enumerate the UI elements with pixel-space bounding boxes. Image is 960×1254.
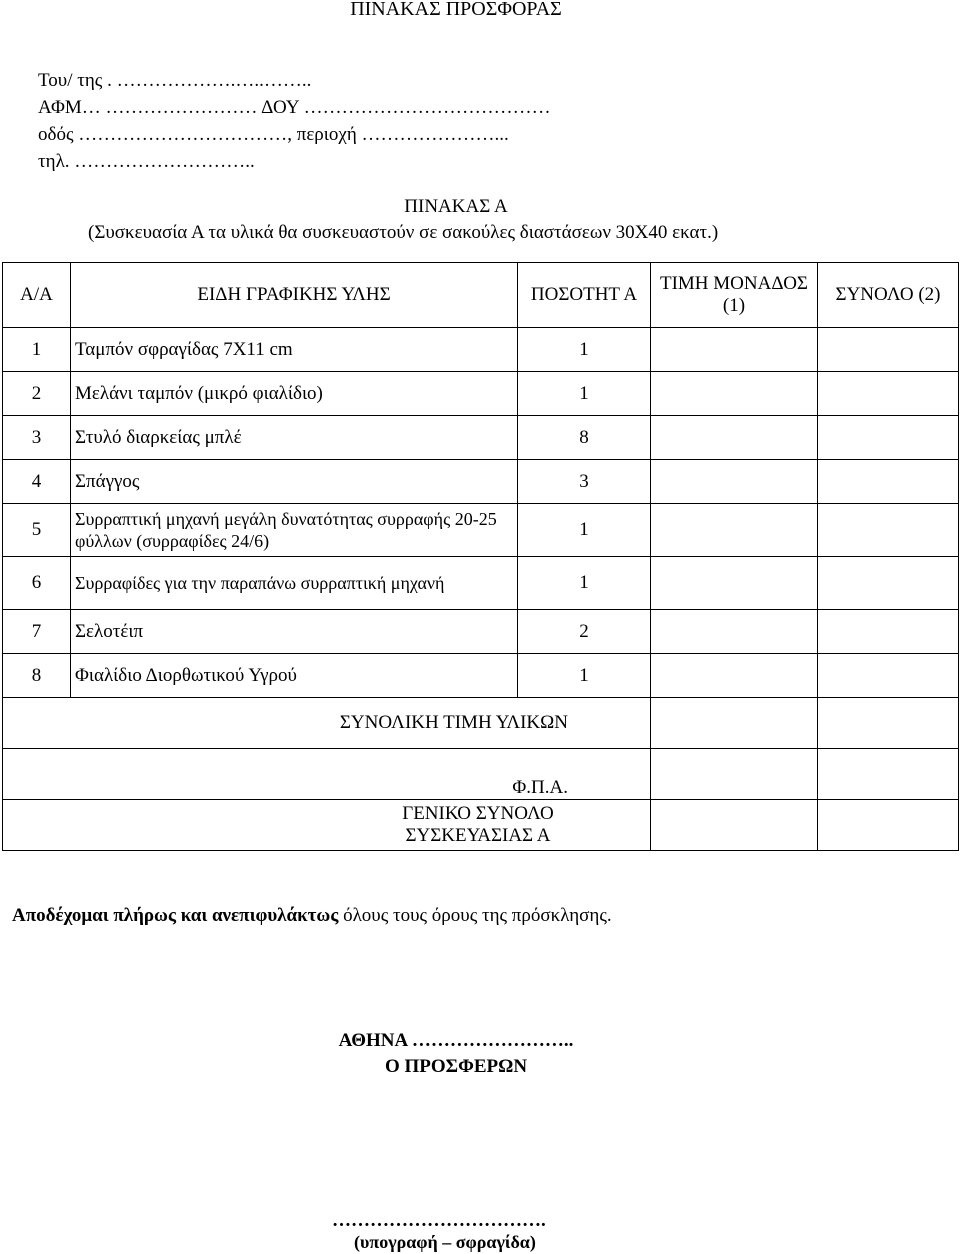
row-total[interactable]	[818, 372, 959, 416]
header-item: ΕΙΔΗ ΓΡΑΦΙΚΗΣ ΥΛΗΣ	[71, 263, 518, 328]
header-index: Α/Α	[3, 263, 71, 328]
header-total: ΣΥΝΟΛΟ (2)	[818, 263, 959, 328]
summary-vat-total[interactable]	[818, 749, 959, 800]
row-total[interactable]	[818, 328, 959, 372]
row-total[interactable]	[818, 416, 959, 460]
row-unit-price[interactable]	[651, 610, 818, 654]
city-date-line: ΑΘΗΝΑ ……………………..	[338, 1030, 574, 1051]
table-row	[3, 460, 959, 504]
row-quantity: 1	[518, 372, 651, 416]
row-total[interactable]	[818, 610, 959, 654]
row-quantity: 2	[518, 610, 651, 654]
row-unit-price[interactable]	[651, 372, 818, 416]
summary-row-vat	[3, 749, 959, 800]
row-index: 3	[3, 416, 71, 460]
offerer-label: Ο ΠΡΟΣΦΕΡΩΝ	[384, 1056, 528, 1077]
row-index: 8	[3, 654, 71, 698]
row-item: Σπάγγος	[71, 460, 518, 504]
signature-label: (υπογραφή – σφραγίδα)	[354, 1232, 536, 1252]
row-index: 1	[3, 328, 71, 372]
summary-materials-price[interactable]	[651, 698, 818, 749]
row-quantity: 1	[518, 328, 651, 372]
row-quantity: 3	[518, 460, 651, 504]
row-item: Στυλό διαρκείας μπλέ	[71, 416, 518, 460]
table-title: ΠΙΝΑΚΑΣ Α	[404, 196, 508, 217]
table-row	[3, 416, 959, 460]
row-unit-price[interactable]	[651, 504, 818, 557]
row-quantity: 8	[518, 416, 651, 460]
page-title: ΠΙΝΑΚΑΣ ΠΡΟΣΦΟΡΑΣ	[350, 0, 562, 20]
row-item: Φιαλίδιο Διορθωτικού Υγρού	[71, 654, 518, 698]
acceptance-statement	[12, 905, 612, 927]
row-item: Συρραφίδες για την παραπάνω συρραπτική μηχανή	[71, 557, 518, 610]
table-row	[3, 557, 959, 610]
row-unit-price[interactable]	[651, 328, 818, 372]
row-index: 5	[3, 504, 71, 557]
table-header-row	[3, 263, 959, 328]
row-total[interactable]	[818, 654, 959, 698]
summary-grand-total-price[interactable]	[651, 800, 818, 851]
row-unit-price[interactable]	[651, 416, 818, 460]
table-row	[3, 610, 959, 654]
acceptance-rest: όλους τους όρους της πρόσκλησης.	[338, 905, 612, 926]
row-total[interactable]	[818, 504, 959, 557]
table-row	[3, 372, 959, 416]
summary-row-grand-total	[3, 800, 959, 851]
header-unit-price: ΤΙΜΗ ΜΟΝΑΔΟΣ (1)	[651, 263, 818, 328]
summary-materials-total[interactable]	[818, 698, 959, 749]
row-unit-price[interactable]	[651, 654, 818, 698]
row-quantity: 1	[518, 654, 651, 698]
summary-grand-total-value[interactable]	[818, 800, 959, 851]
table-subtitle: (Συσκευασία Α τα υλικά θα συσκευαστούν σε σακούλες διαστάσεων 30Χ40 εκατ.)	[88, 222, 719, 243]
signature-line: …………………………….	[332, 1210, 546, 1231]
row-index: 4	[3, 460, 71, 504]
row-total[interactable]	[818, 557, 959, 610]
row-unit-price[interactable]	[651, 460, 818, 504]
table-row	[3, 328, 959, 372]
row-quantity: 1	[518, 504, 651, 557]
table-row	[3, 654, 959, 698]
acceptance-bold: Αποδέχομαι πλήρως και ανεπιφυλάκτως	[12, 905, 339, 926]
summary-vat-label: Φ.Π.Α.	[3, 749, 651, 800]
row-total[interactable]	[818, 460, 959, 504]
row-quantity: 1	[518, 557, 651, 610]
row-item: Σελοτέιπ	[71, 610, 518, 654]
row-item: Συρραπτική μηχανή μεγάλη δυνατότητας συρραφής 20-25 φύλλων (συρραφίδες 24/6)	[71, 504, 518, 557]
row-unit-price[interactable]	[651, 557, 818, 610]
row-item: Μελάνι ταμπόν (μικρό φιαλίδιο)	[71, 372, 518, 416]
summary-vat-price[interactable]	[651, 749, 818, 800]
row-index: 7	[3, 610, 71, 654]
header-quantity: ΠΟΣΟΤΗΤ Α	[518, 263, 651, 328]
row-item: Ταμπόν σφραγίδας 7Χ11 cm	[71, 328, 518, 372]
summary-materials-label: ΣΥΝΟΛΙΚΗ ΤΙΜΗ ΥΛΙΚΩΝ	[3, 698, 651, 749]
summary-row-materials	[3, 698, 959, 749]
form-line-address: οδός ……………………………, περιοχή …………………...	[38, 124, 509, 145]
row-index: 6	[3, 557, 71, 610]
form-line-phone: τηλ. ………………………..	[38, 151, 255, 172]
table-row	[3, 504, 959, 557]
items-table	[2, 262, 959, 851]
row-index: 2	[3, 372, 71, 416]
form-line-afm: ΑΦΜ… …………………… ΔΟΥ …………………………………	[38, 97, 551, 118]
summary-grand-total-label: ΓΕΝΙΚΟ ΣΥΝΟΛΟ ΣΥΣΚΕΥΑΣΙΑΣ Α	[402, 803, 554, 846]
form-line-name: Του/ της . ……………….…..……..	[38, 70, 312, 91]
